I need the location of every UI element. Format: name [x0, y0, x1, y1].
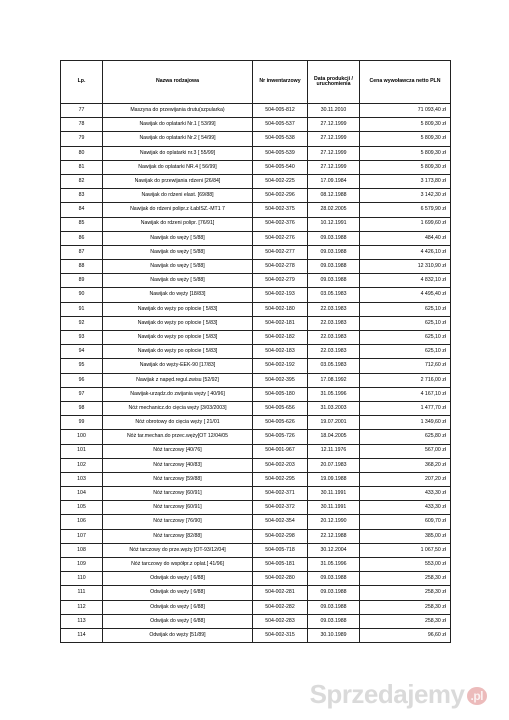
row-inventory-number: 504-005-718 — [253, 543, 308, 557]
row-price: 5 809,30 zł — [360, 146, 451, 160]
row-name: Nóż tarczowy do prze.węży [OT-93/12/04] — [103, 543, 253, 557]
row-price: 3 173,80 zł — [360, 174, 451, 188]
row-name: Odwijak do węży [ 6/88] — [103, 614, 253, 628]
table-row — [61, 118, 451, 132]
row-inventory-number: 504-005-656 — [253, 401, 308, 415]
row-lp: 87 — [61, 245, 103, 259]
row-inventory-number: 504-005-180 — [253, 387, 308, 401]
row-production-date: 18.04.2005 — [308, 430, 360, 444]
table-row — [61, 359, 451, 373]
table-row — [61, 387, 451, 401]
table-row — [61, 572, 451, 586]
row-production-date: 31.05.1996 — [308, 558, 360, 572]
row-inventory-number: 504-005-812 — [253, 104, 308, 118]
row-production-date: 09.03.1988 — [308, 572, 360, 586]
row-lp: 94 — [61, 345, 103, 359]
row-production-date: 27.12.1999 — [308, 118, 360, 132]
row-inventory-number: 504-002-278 — [253, 260, 308, 274]
row-production-date: 19.09.1988 — [308, 472, 360, 486]
row-inventory-number: 504-002-225 — [253, 174, 308, 188]
row-lp: 90 — [61, 288, 103, 302]
row-inventory-number: 504-002-280 — [253, 572, 308, 586]
row-inventory-number: 504-002-281 — [253, 586, 308, 600]
table-row — [61, 231, 451, 245]
table-row — [61, 104, 451, 118]
table-row — [61, 373, 451, 387]
row-inventory-number: 504-002-276 — [253, 231, 308, 245]
row-inventory-number: 504-005-538 — [253, 132, 308, 146]
table-row — [61, 444, 451, 458]
row-lp: 86 — [61, 231, 103, 245]
row-price: 625,10 zł — [360, 316, 451, 330]
row-inventory-number: 504-002-296 — [253, 189, 308, 203]
row-inventory-number: 504-002-315 — [253, 628, 308, 642]
table-row — [61, 600, 451, 614]
row-price: 1 349,60 zł — [360, 416, 451, 430]
row-name: Nawijak do węży [18/83] — [103, 288, 253, 302]
row-production-date: 20.07.1983 — [308, 458, 360, 472]
row-inventory-number: 504-002-298 — [253, 529, 308, 543]
row-production-date: 27.12.1999 — [308, 160, 360, 174]
row-production-date: 30.12.2004 — [308, 543, 360, 557]
table-row — [61, 132, 451, 146]
row-name: Nóż tarczowy [60/91] — [103, 501, 253, 515]
row-name: Nawijak do węży [ 5/88] — [103, 231, 253, 245]
row-inventory-number: 504-001-967 — [253, 444, 308, 458]
row-price: 4 167,10 zł — [360, 387, 451, 401]
row-price: 258,30 zł — [360, 572, 451, 586]
row-production-date: 27.12.1999 — [308, 132, 360, 146]
table-row — [61, 174, 451, 188]
row-price: 4 426,10 zł — [360, 245, 451, 259]
row-price: 4 832,10 zł — [360, 274, 451, 288]
table-row — [61, 217, 451, 231]
row-production-date: 27.12.1999 — [308, 146, 360, 160]
table-row — [61, 401, 451, 415]
row-inventory-number: 504-002-182 — [253, 331, 308, 345]
row-inventory-number: 504-002-180 — [253, 302, 308, 316]
row-inventory-number: 504-002-283 — [253, 614, 308, 628]
row-production-date: 28.02.2005 — [308, 203, 360, 217]
table-row — [61, 302, 451, 316]
row-name: Nawijak do rdzeni polipr.z ŁabISZ.-MT1 7 — [103, 203, 253, 217]
row-inventory-number: 504-005-539 — [253, 146, 308, 160]
row-production-date: 09.03.1988 — [308, 231, 360, 245]
row-inventory-number: 504-002-181 — [253, 316, 308, 330]
row-name: Nawijak do oplatarki Nr.1 [ 53/99] — [103, 118, 253, 132]
row-price: 484,40 zł — [360, 231, 451, 245]
row-price: 71 093,40 zł — [360, 104, 451, 118]
row-price: 96,60 zł — [360, 628, 451, 642]
row-lp: 102 — [61, 458, 103, 472]
inventory-document — [60, 60, 450, 643]
row-name: Odwijak do węży [ 6/88] — [103, 600, 253, 614]
row-production-date: 09.03.1988 — [308, 586, 360, 600]
row-price: 385,00 zł — [360, 529, 451, 543]
row-lp: 97 — [61, 387, 103, 401]
row-price: 625,80 zł — [360, 430, 451, 444]
row-price: 625,10 zł — [360, 331, 451, 345]
row-price: 12 310,90 zł — [360, 260, 451, 274]
row-production-date: 12.11.1976 — [308, 444, 360, 458]
row-name: Nawijak-urządz.do zwijania węży [ 40/96] — [103, 387, 253, 401]
table-row — [61, 472, 451, 486]
row-price: 5 809,30 zł — [360, 132, 451, 146]
row-name: Nawijak do węży po oplocie [ 5/83] — [103, 316, 253, 330]
row-price: 6 579,90 zł — [360, 203, 451, 217]
row-lp: 105 — [61, 501, 103, 515]
row-lp: 107 — [61, 529, 103, 543]
row-inventory-number: 504-002-395 — [253, 373, 308, 387]
row-price: 1 067,50 zł — [360, 543, 451, 557]
row-price: 5 809,30 zł — [360, 118, 451, 132]
row-lp: 85 — [61, 217, 103, 231]
row-lp: 112 — [61, 600, 103, 614]
row-production-date: 09.03.1988 — [308, 260, 360, 274]
row-price: 712,60 zł — [360, 359, 451, 373]
row-production-date: 22.03.1983 — [308, 345, 360, 359]
row-lp: 110 — [61, 572, 103, 586]
row-production-date: 03.05.1983 — [308, 288, 360, 302]
row-inventory-number: 504-002-372 — [253, 501, 308, 515]
row-name: Nawijak do węży po oplocie [ 5/83] — [103, 331, 253, 345]
row-lp: 83 — [61, 189, 103, 203]
table-row — [61, 203, 451, 217]
table-row — [61, 416, 451, 430]
row-inventory-number: 504-005-626 — [253, 416, 308, 430]
row-lp: 82 — [61, 174, 103, 188]
row-production-date: 03.05.1983 — [308, 359, 360, 373]
row-inventory-number: 504-005-181 — [253, 558, 308, 572]
row-name: Nóż tar.mechan.do przec.węży[OT 12/04/05 — [103, 430, 253, 444]
row-price: 207,20 zł — [360, 472, 451, 486]
table-row — [61, 160, 451, 174]
row-name: Nawijak do węży [ 5/88] — [103, 260, 253, 274]
row-production-date: 31.03.2003 — [308, 401, 360, 415]
row-production-date: 09.03.1988 — [308, 274, 360, 288]
row-inventory-number: 504-002-295 — [253, 472, 308, 486]
row-price: 368,20 zł — [360, 458, 451, 472]
row-name: Nóż tarczowy [76/90] — [103, 515, 253, 529]
row-lp: 80 — [61, 146, 103, 160]
row-price: 433,30 zł — [360, 487, 451, 501]
table-row — [61, 543, 451, 557]
table-row — [61, 260, 451, 274]
row-lp: 103 — [61, 472, 103, 486]
row-production-date: 22.03.1983 — [308, 331, 360, 345]
row-lp: 84 — [61, 203, 103, 217]
row-lp: 92 — [61, 316, 103, 330]
table-body — [61, 104, 451, 643]
row-name: Nawijak do oplatarki NR.4 [ 56/99] — [103, 160, 253, 174]
header-production-date: Data produkcji / uruchomienia — [308, 61, 360, 104]
row-lp: 89 — [61, 274, 103, 288]
table-row — [61, 288, 451, 302]
inventory-table — [60, 60, 451, 643]
row-name: Nóż tarczowy [40/76] — [103, 444, 253, 458]
row-lp: 95 — [61, 359, 103, 373]
row-lp: 101 — [61, 444, 103, 458]
row-name: Nóż tarczowy [82/88] — [103, 529, 253, 543]
table-row — [61, 245, 451, 259]
row-name: Nawijak do węży po oplocie [ 5/83] — [103, 302, 253, 316]
table-row — [61, 430, 451, 444]
row-production-date: 09.03.1988 — [308, 614, 360, 628]
row-price: 433,30 zł — [360, 501, 451, 515]
row-inventory-number: 504-002-376 — [253, 217, 308, 231]
row-name: Nawijak do przewijania rdzeni [26/84] — [103, 174, 253, 188]
table-row — [61, 558, 451, 572]
row-inventory-number: 504-005-540 — [253, 160, 308, 174]
row-inventory-number: 504-002-354 — [253, 515, 308, 529]
row-price: 2 716,00 zł — [360, 373, 451, 387]
table-row — [61, 189, 451, 203]
row-price: 1 477,70 zł — [360, 401, 451, 415]
row-name: Nawijak do oplatarki nr.3 [ 55/99] — [103, 146, 253, 160]
row-price: 3 142,30 zł — [360, 189, 451, 203]
table-row — [61, 487, 451, 501]
row-name: Odwijak do węży [ 6/88] — [103, 572, 253, 586]
row-name: Nawijak do węży-EEK-90 [17/83] — [103, 359, 253, 373]
row-name: Nóż tarczowy [59/88] — [103, 472, 253, 486]
table-row — [61, 458, 451, 472]
row-price: 553,00 zł — [360, 558, 451, 572]
row-production-date: 30.11.1991 — [308, 487, 360, 501]
row-production-date: 08.12.1988 — [308, 189, 360, 203]
row-name: Nóż mechanicz.do cięcia węży [3/03/2003] — [103, 401, 253, 415]
row-inventory-number: 504-002-192 — [253, 359, 308, 373]
row-price: 625,10 zł — [360, 302, 451, 316]
row-lp: 98 — [61, 401, 103, 415]
row-inventory-number: 504-002-371 — [253, 487, 308, 501]
row-inventory-number: 504-002-193 — [253, 288, 308, 302]
row-lp: 108 — [61, 543, 103, 557]
header-inventory-number: Nr inwentarzowy — [253, 61, 308, 104]
row-lp: 79 — [61, 132, 103, 146]
row-production-date: 09.03.1988 — [308, 600, 360, 614]
row-price: 5 809,30 zł — [360, 160, 451, 174]
row-name: Nawijak do węży po oplocie [ 5/83] — [103, 345, 253, 359]
row-lp: 77 — [61, 104, 103, 118]
row-lp: 81 — [61, 160, 103, 174]
row-production-date: 09.03.1988 — [308, 245, 360, 259]
row-production-date: 30.11.2010 — [308, 104, 360, 118]
row-lp: 96 — [61, 373, 103, 387]
row-lp: 104 — [61, 487, 103, 501]
row-inventory-number: 504-002-203 — [253, 458, 308, 472]
row-price: 258,30 zł — [360, 586, 451, 600]
row-name: Nawijak do rdzeni polipr. [76/91] — [103, 217, 253, 231]
row-inventory-number: 504-002-183 — [253, 345, 308, 359]
row-name: Maszyna do przewijania drutu(szpularka) — [103, 104, 253, 118]
row-inventory-number: 504-005-726 — [253, 430, 308, 444]
row-inventory-number: 504-002-279 — [253, 274, 308, 288]
row-name: Nawijak do oplatarki Nr.2 [ 54/99] — [103, 132, 253, 146]
row-inventory-number: 504-002-277 — [253, 245, 308, 259]
table-row — [61, 628, 451, 642]
row-inventory-number: 504-002-375 — [253, 203, 308, 217]
header-price: Cena wywoławcza netto PLN — [360, 61, 451, 104]
row-production-date: 22.12.1988 — [308, 529, 360, 543]
table-row — [61, 274, 451, 288]
row-production-date: 10.12.1991 — [308, 217, 360, 231]
row-lp: 100 — [61, 430, 103, 444]
table-row — [61, 146, 451, 160]
row-price: 258,30 zł — [360, 600, 451, 614]
row-name: Nóż tarczowy do współpr.z oplat.[ 41/96] — [103, 558, 253, 572]
table-row — [61, 586, 451, 600]
row-name: Nawijak do węży [ 5/88] — [103, 245, 253, 259]
row-production-date: 17.08.1992 — [308, 373, 360, 387]
row-lp: 91 — [61, 302, 103, 316]
table-row — [61, 316, 451, 330]
row-price: 258,30 zł — [360, 614, 451, 628]
row-production-date: 22.03.1983 — [308, 302, 360, 316]
row-lp: 78 — [61, 118, 103, 132]
row-lp: 93 — [61, 331, 103, 345]
table-row — [61, 529, 451, 543]
row-name: Odwijak do węży [ 6/88] — [103, 586, 253, 600]
header-lp: Lp. — [61, 61, 103, 104]
table-row — [61, 515, 451, 529]
row-lp: 113 — [61, 614, 103, 628]
row-price: 1 699,60 zł — [360, 217, 451, 231]
row-lp: 111 — [61, 586, 103, 600]
row-lp: 99 — [61, 416, 103, 430]
table-header-row — [61, 61, 451, 104]
row-production-date: 19.07.2001 — [308, 416, 360, 430]
row-inventory-number: 504-002-282 — [253, 600, 308, 614]
row-name: Nawijak z napęd.regul.zwisu [52/92] — [103, 373, 253, 387]
row-name: Nóż tarczowy [60/91] — [103, 487, 253, 501]
row-name: Nawijak do węży [ 5/88] — [103, 274, 253, 288]
table-row — [61, 614, 451, 628]
row-production-date: 22.03.1983 — [308, 316, 360, 330]
row-price: 609,70 zł — [360, 515, 451, 529]
row-lp: 109 — [61, 558, 103, 572]
row-production-date: 30.11.1991 — [308, 501, 360, 515]
row-inventory-number: 504-005-537 — [253, 118, 308, 132]
row-name: Nóż obrotowy do cięcia węży [ 21/01 — [103, 416, 253, 430]
row-production-date: 30.10.1989 — [308, 628, 360, 642]
row-price: 4 495,40 zł — [360, 288, 451, 302]
row-production-date: 31.05.1996 — [308, 387, 360, 401]
row-lp: 114 — [61, 628, 103, 642]
table-row — [61, 345, 451, 359]
table-row — [61, 501, 451, 515]
row-price: 625,10 zł — [360, 345, 451, 359]
row-price: 567,00 zł — [360, 444, 451, 458]
row-lp: 88 — [61, 260, 103, 274]
header-name: Nazwa rodzajowa — [103, 61, 253, 104]
row-lp: 106 — [61, 515, 103, 529]
table-row — [61, 331, 451, 345]
row-production-date: 20.12.1990 — [308, 515, 360, 529]
row-name: Odwijak do węży [51/89] — [103, 628, 253, 642]
row-production-date: 17.09.1984 — [308, 174, 360, 188]
row-name: Nawijak do rdzeni elast. [69/88] — [103, 189, 253, 203]
row-name: Nóż tarczowy [40/83] — [103, 458, 253, 472]
sprzedajemy-watermark: Sprzedajemy .pl — [310, 679, 487, 710]
